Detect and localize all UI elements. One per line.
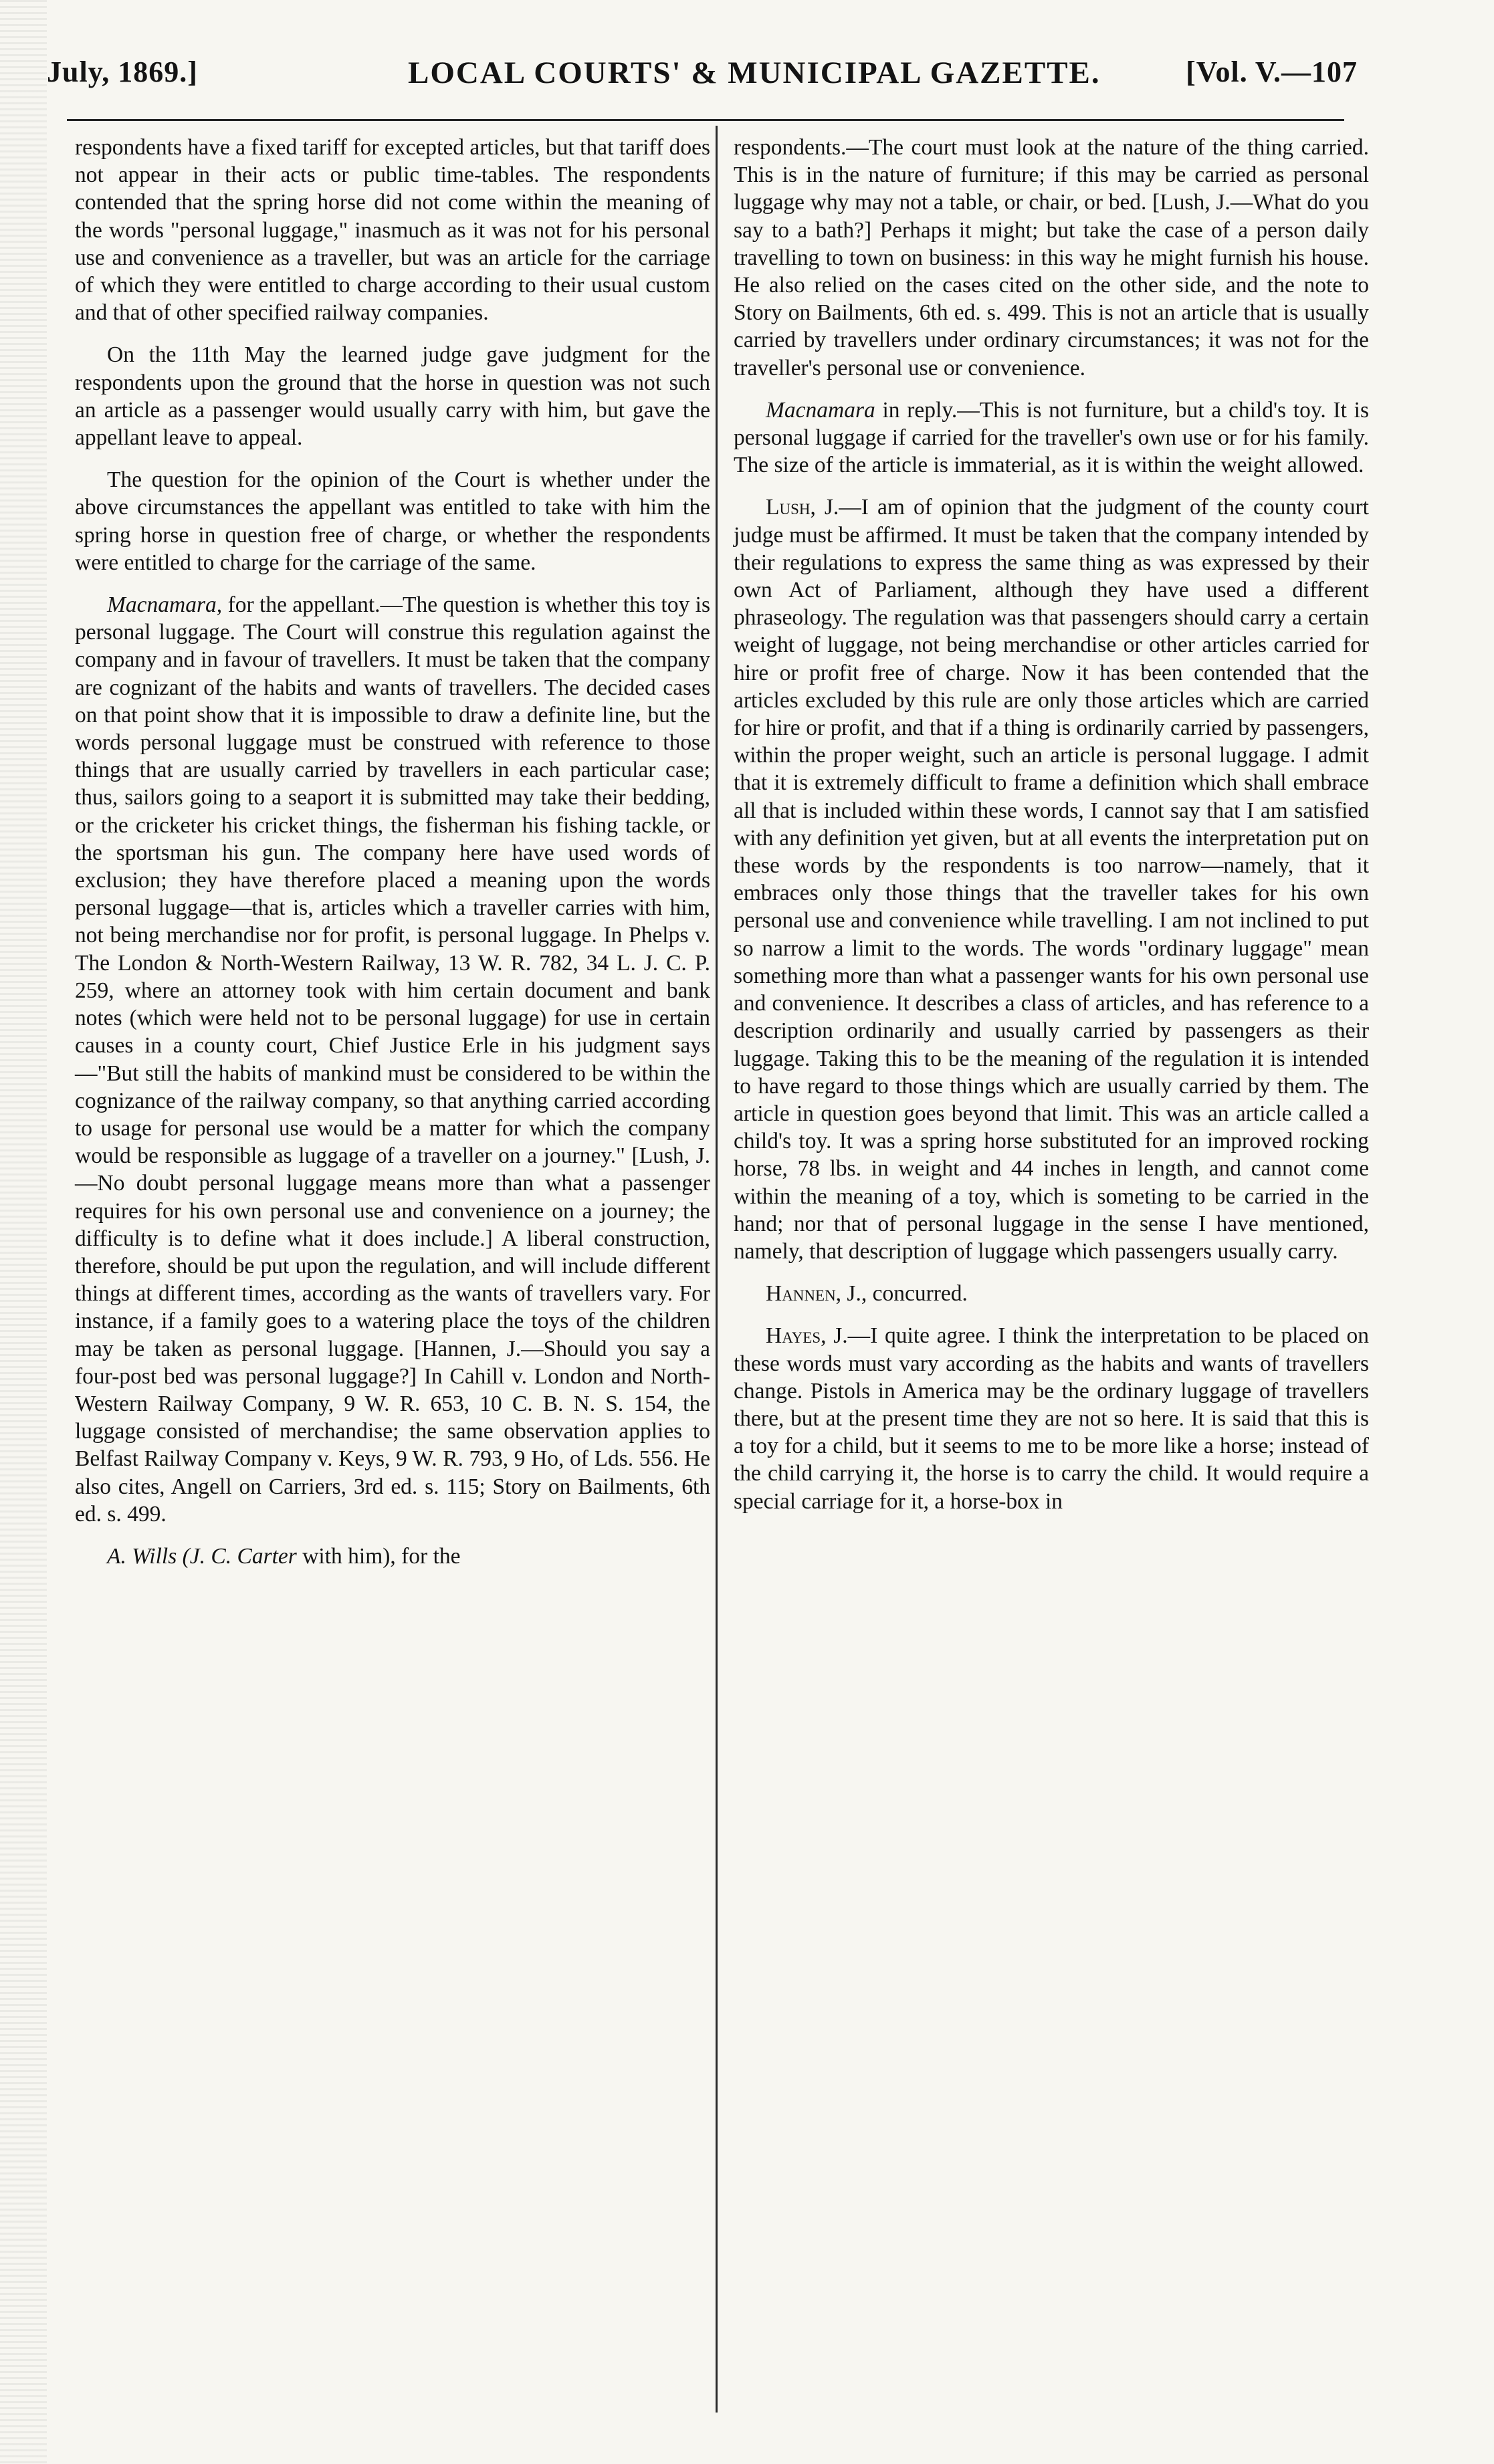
- judge-name: Hayes, J.: [766, 1323, 848, 1349]
- left-paragraph-4: [75, 591, 710, 1528]
- column-divider: [716, 126, 718, 2413]
- paragraph-body: concurred.: [867, 1281, 968, 1307]
- left-paragraph-2: On the 11th May the learned judge gave judgment for the respondents upon the ground that the horse in question was not such an article as a passenger would usually carry with him, but gave the appellant leave to appeal.: [75, 342, 710, 451]
- paragraph-body: for the appellant.—The question is whether this toy is personal luggage. The Court will construe this regulation against the company and in favour of travellers. It must be taken that the company are cognizant of the habits and wants of travellers. The decided cases on that point show that it is impossible to draw a definite line, but the words personal luggage must be construed with reference to those things that are usually carried by travellers in each particular case; thus, sailors going to a seaport it is submitted may take their bedding, or the cricketer his cricket things, the fisherman his fishing tackle, or the sportsman his gun. The company here have used words of exclusion; they have therefore placed a meaning upon the words personal luggage—that is, articles which a traveller carries with him, not being merchandise nor for profit, is personal luggage. In Phelps v. The London & North-Western Railway, 13 W. R. 782, 34 L. J. C. P. 259, where an attorney took with him certain document and bank notes (which were held not to be personal luggage) for use in certain causes in a county court, Chief Justice Erle in his judgment says—"But still the habits of mankind must be considered to be within the cognizance of the railway company, so that anything carried according to usage for personal use would be a matter for which the company would be responsible as luggage of a traveller on a journey." [Lush, J.—No doubt personal luggage means more than what a passenger requires for his own personal use and convenience on a journey; the difficulty is to define what it does include.] A liberal construction, therefore, should be put upon the regulation, and will include different things at different times, according as the wants of travellers vary. For instance, if a family goes to a watering place the toys of the children may be taken as personal luggage. [Hannen, J.—Should you say a four-post bed was personal luggage?] In Cahill v. London and North-Western Railway Company, 9 W. R. 653, 10 C. B. N. S. 154, the luggage consisted of merchandise; the same observation applies to Belfast Railway Company v. Keys, 9 W. R. 793, 9 Ho, of Lds. 556. He also cites, Angell on Carriers, 3rd ed. s. 115; Story on Bailments, 6th ed. s. 499.: [75, 592, 710, 1527]
- left-paragraph-5: [75, 1543, 710, 1570]
- counsel-name: Macnamara: [766, 397, 875, 423]
- right-paragraph-1: respondents.—The court must look at the nature of the thing carried. This is in the nature of furniture; if this may be carried as personal luggage why may not a table, or chair, or bed. [Lush, J.—What do you say to a bath?] Perhaps it might; but take the case of a person daily travelling to town on business: in this way he might furnish his house. He also relied on the cases cited on the other side, and the note to Story on Bailments, 6th ed. s. 499. This is not an article that is usually carried by travellers under ordinary circumstances; it was not for the traveller's personal use or convenience.: [734, 135, 1369, 380]
- right-column: [734, 134, 1369, 1530]
- right-paragraph-4: [734, 1280, 1369, 1307]
- counsel-name: A. Wills: [107, 1543, 177, 1569]
- left-paragraph-3: The question for the opinion of the Court is whether under the above circumstances the appellant was entitled to take with him the spring horse in question free of charge, or whether the respondents were entitled to charge for the carriage of the same.: [75, 467, 710, 575]
- header-title: LOCAL COURTS' & MUNICIPAL GAZETTE.: [408, 55, 1101, 90]
- right-paragraph-5: [734, 1322, 1369, 1515]
- scan-edge-noise: [0, 0, 47, 2464]
- paragraph-body: —I am of opinion that the judgment of the county court judge must be affirmed. It must be taken that the company intended by their regulations to express the same thing as was expressed by their own Act of Parliament, although they have used a different phraseology. The regulation was that passengers should carry a certain weight of luggage, not being merchandise or other articles carried for hire or profit free of charge. Now it has been contended that the articles excluded by this rule are only those articles which are carried for hire or profit, and that if a thing is ordinarily carried by passengers, within the proper weight, such an article is personal luggage. I admit that it is extremely difficult to frame a definition which shall embrace all that is included within these words, I cannot say that I am satisfied with any definition yet given, but at all events the interpretation put on these words by the respondents is too narrow—namely, that it embraces only those things that the traveller takes for his own personal use and convenience while travelling. I am not inclined to put so narrow a limit to the words. The words "ordinary luggage" mean something more than what a passenger wants for his own personal use and convenience. It describes a class of articles, and has reference to a description ordinarily and usually carried by passengers as their luggage. Taking this to be the meaning of the regulation it is intended to have regard to those things which are usually carried by them. The article in question goes beyond that limit. This was an article called a child's toy. It was a spring horse substituted for an improved rocking horse, 78 lbs. in weight and 44 inches in length, and cannot come within the meaning of a toy, which is someting to be carried in the hand; nor that of personal luggage in the sense I have mentioned, namely, that description of luggage which passengers usually carry.: [734, 495, 1369, 1264]
- counsel-name: Macnamara,: [107, 592, 223, 618]
- counsel-assistant: (J. C. Carter: [177, 1543, 297, 1569]
- header-rule: [67, 119, 1344, 121]
- header-volume: [Vol. V.—107: [1186, 55, 1358, 88]
- judge-name: Lush, J.: [766, 495, 839, 520]
- right-paragraph-2: [734, 397, 1369, 479]
- page-header: [47, 48, 1358, 102]
- right-paragraph-3: [734, 493, 1369, 1265]
- left-paragraph-1: respondents have a fixed tariff for excepted articles, but that tariff does not appear in their acts or public time-tables. The respondents contended that the spring horse did not come within the meaning of the words "personal luggage," inasmuch as it was not for his personal use and convenience as a traveller, but was an article for the carriage of which they were entitled to charge according to their usual custom and that of other specified railway companies.: [75, 135, 710, 326]
- left-column: [75, 134, 710, 1585]
- paragraph-body: in reply.—This is not furniture, but a child's toy. It is personal luggage if carried for the traveller's own use or for his family. The size of the article is immaterial, as it is within the weight allowed.: [734, 397, 1369, 478]
- header-date: July, 1869.]: [47, 55, 198, 88]
- judge-name: Hannen, J.,: [766, 1281, 867, 1307]
- paragraph-body: with him), for the: [296, 1543, 461, 1569]
- paragraph-body: —I quite agree. I think the interpretation to be placed on these words must vary according as the habits and wants of travellers change. Pistols in America may be the ordinary luggage of travellers there, but at the present time they are not so here. It is said that this is a toy for a child, but it seems to me to be more like a horse; instead of the child carrying it, the horse is to carry the child. It would require a special carriage for it, a horse-box in: [734, 1323, 1369, 1514]
